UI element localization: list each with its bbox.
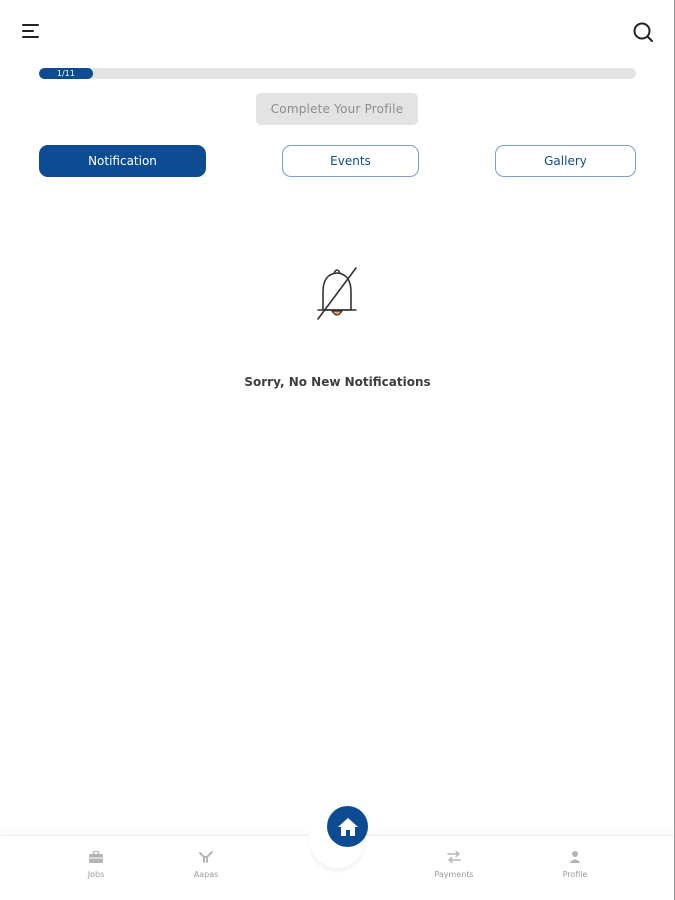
progress-label: 1/11 [56,69,75,78]
handshake-icon [198,850,214,864]
tab-notification[interactable]: Notification [39,145,206,177]
nav-item-payments[interactable] [414,850,494,879]
complete-profile-button[interactable]: Complete Your Profile [256,93,418,125]
person-icon [567,850,583,864]
nav-label-profile: Profile [562,870,588,879]
transfer-arrows-icon [446,850,462,864]
empty-state-message: Sorry, No New Notifications [244,375,431,389]
home-icon [337,817,359,837]
hamburger-menu-icon[interactable] [22,23,40,39]
home-button[interactable] [327,806,368,847]
nav-item-profile[interactable] [535,850,615,879]
nav-label-aapas: Aapas [193,870,219,879]
nav-item-jobs[interactable] [56,850,136,879]
nav-label-payments: Payments [434,870,474,879]
profile-progress-fill [39,68,93,79]
briefcase-icon [88,850,104,864]
nav-label-jobs: Jobs [87,870,105,879]
nav-item-aapas[interactable] [166,850,246,879]
bell-off-icon [311,264,363,324]
profile-progress-bar [39,68,636,79]
tab-events[interactable]: Events [282,145,419,177]
search-icon[interactable] [631,20,655,44]
tab-gallery[interactable]: Gallery [495,145,636,177]
